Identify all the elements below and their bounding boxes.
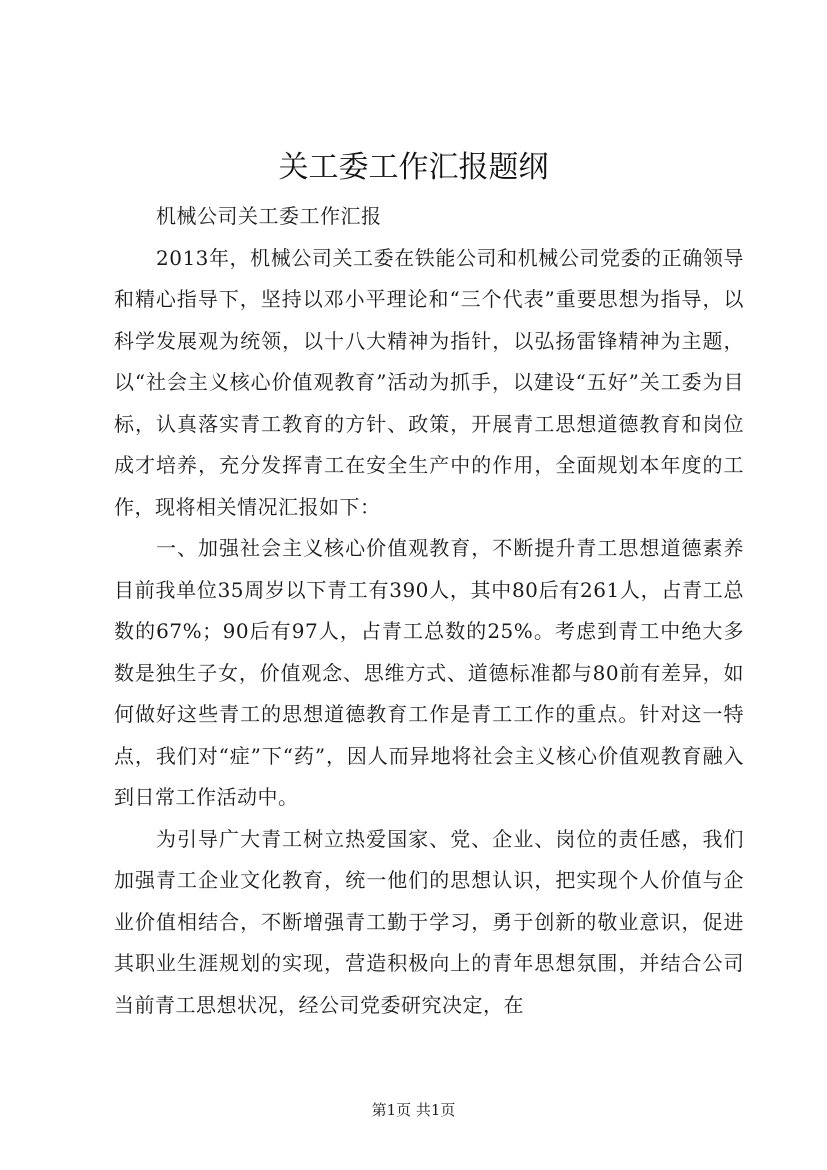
paragraph-intro: 2013年，机械公司关工委在铁能公司和机械公司党委的正确领导和精心指导下，坚持以邓小平理论和“三个代表”重要思想为指导，以科学发展观为统领，以十八大精神为指针，以弘扬雷锋精神为主题，以“社会主义核心价值观教育”活动为抓手，以建设“五好”关工委为目标，认真落实青工教育的方针、政策，开展青工思想道德教育和岗位成才培养，充分发挥青工在安全生产中的作用，全面规划本年度的工作，现将相关情况汇报如下： xyxy=(114,245,744,519)
document-title: 关工委工作汇报题纲 xyxy=(278,150,549,185)
paragraph-section-one: 一、加强社会主义核心价值观教育，不断提升青工思想道德素养目前我单位35周岁以下青工有390人，其中80后有261人，占青工总数的67%；90后有97人，占青工总数的25%。考虑到青工中绝大多数是独生子女，价值观念、思维方式、道德标准都与80前有差异，如何做好这些青工的思想道德教育工作是青工工作的重点。针对这一特点，我们对“症”下“药”，因人而异地将社会主义核心价值观教育融入到日常工作活动中。 xyxy=(114,536,744,809)
page-footer: 第1页 共1页 xyxy=(371,1101,456,1119)
document-body xyxy=(114,196,744,1026)
paragraph-responsibility: 为引导广大青工树立热爱国家、党、企业、岗位的责任感，我们加强青工企业文化教育，统一他们的思想认识，把实现个人价值与企业价值相结合，不断增强青工勤于学习，勇于创新的敬业意识，促进其职业生涯规划的实现，营造积极向上的青年思想氛围，并结合公司当前青工思想状况，经公司党委研究决定，在 xyxy=(114,826,744,1017)
paragraph-subtitle: 机械公司关工委工作汇报 xyxy=(156,204,382,228)
